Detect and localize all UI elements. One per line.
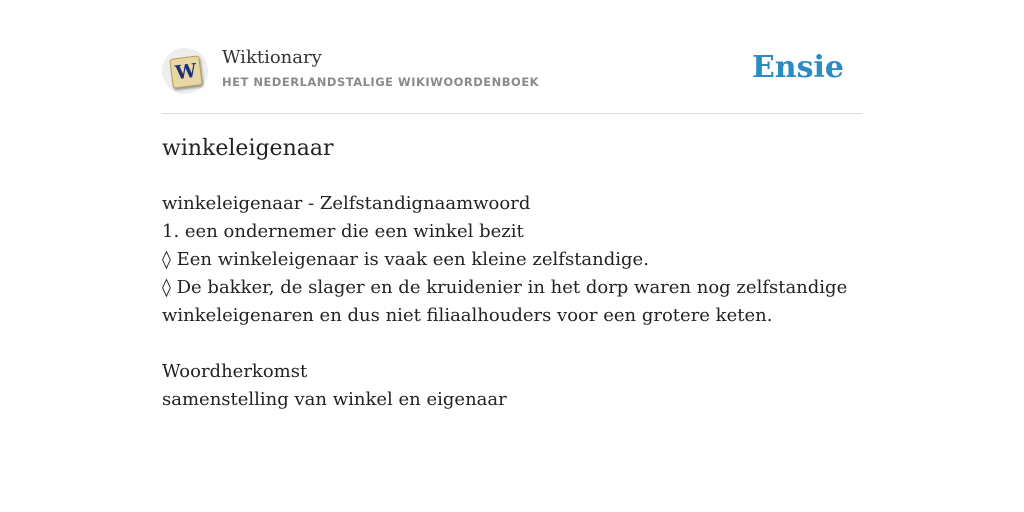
entry-content [162,190,862,414]
header [162,46,862,96]
page-container [162,0,862,512]
example-sentence: ◊ Een winkeleigenaar is vaak een kleine zelfstandige. [162,249,649,270]
w-tile-icon: W [169,55,202,88]
page-title: winkeleigenaar [162,136,334,161]
etymology-text: samenstelling van winkel en eigenaar [162,389,507,410]
header-divider [162,113,862,114]
word-type-line: winkeleigenaar - Zelfstandignaamwoord [162,193,531,214]
example-sentence: ◊ De bakker, de slager en de kruidenier in het dorp waren nog zelfstandige winkeleigenaren en dus niet filiaalhouders voor een grotere keten. [162,277,848,326]
site-subtitle: HET NEDERLANDSTALIGE WIKIWOORDENBOEK [222,75,540,89]
definition: 1. een ondernemer die een winkel bezit [162,221,524,242]
ensie-brand-logo[interactable]: Ensie [751,50,844,85]
section-spacer [162,330,862,358]
site-title[interactable]: Wiktionary [222,47,322,68]
etymology-heading: Woordherkomst [162,361,308,382]
wiktionary-logo[interactable] [162,48,208,94]
